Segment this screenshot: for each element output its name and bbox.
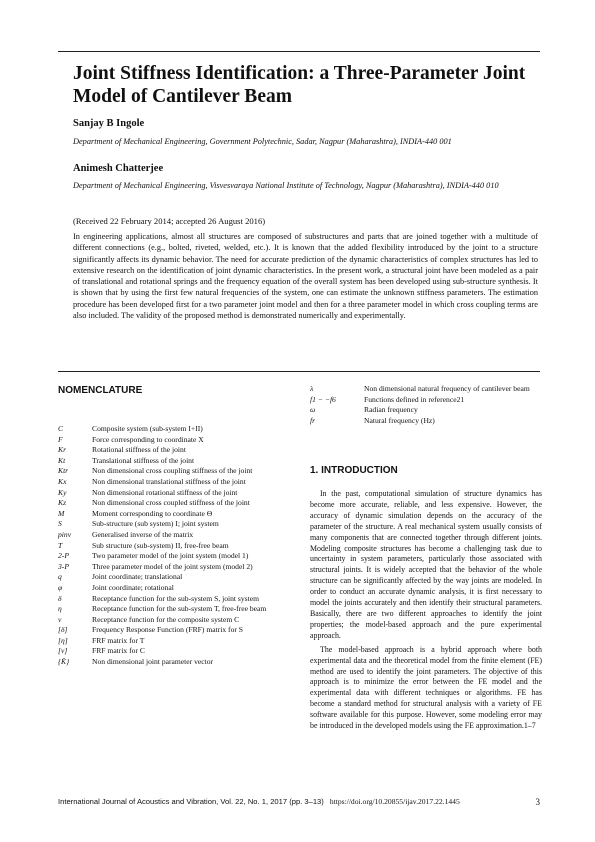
nomenclature-row [58, 583, 303, 594]
nomenclature-row [310, 405, 542, 416]
author-affiliation-2: Department of Mechanical Engineering, Visvesvaraya National Institute of Technology, Nagpur (Maharashtra), INDIA-440 010 [73, 181, 499, 190]
nomenclature-definition: Non dimensional rotational stiffness of the joint [92, 487, 238, 497]
introduction-paragraph: In the past, computational simulation of structure dynamics has become more accurate, reliable, and less expensive. However, the accuracy of dynamic simulation depends on the accuracy of the parameter of the structure. A real mechanical system usually consists of many components that are connected together through different joints. Modeling composite structures has become a challenging task due to uncertainty in system parameters, particularly those associated with structural joints. It is widely accepted that the behavior of the whole structure can be significantly affected by the way joints are modeled. In order to conduct an accurate dynamic analysis, it is first necessary to model the joints accurately and then identify their structural parameters. Basically, there are two different approaches to identify the joint properties; the model-based approach and the pure experimental approach. [310, 489, 542, 640]
nomenclature-definition: FRF matrix for T [92, 635, 145, 645]
nomenclature-symbol: fr [310, 415, 316, 425]
page-footer [58, 797, 540, 807]
nomenclature-symbol: Kx [58, 476, 67, 486]
nomenclature-definition: Translational stiffness of the joint [92, 455, 195, 465]
nomenclature-row [310, 416, 542, 427]
abstract: In engineering applications, almost all structures are composed of substructures and parts that are joined together with a multitude of different connections (e.g., bolted, riveted, welded, etc.). It is known that the added flexibility introduced by the joint to a structure significantly affects its dynamic behavior. The need for accurate prediction of the dynamic characteristics of complex structures has led to extensive research on the identification of joint dynamic characteristics. In the present work, a structural joint have been modeled as a pair of translational and rotational springs and the frequency equation of the overall system has been developed using sub-structure synthesis. It is shown that by using the first few natural frequencies of the system, one can estimate the unknown stiffness parameters. The estimation procedure has been developed first for a two parameter joint model and then for a three parameter model in which cross coupling terms are also included. The validity of the proposed method is demonstrated numerically and experimentally. [73, 232, 538, 321]
nomenclature-row [58, 646, 303, 657]
nomenclature-symbol: ω [310, 405, 316, 415]
nomenclature-heading: NOMENCLATURE [58, 385, 143, 396]
page-number: 3 [535, 797, 540, 807]
paper-title: Joint Stiffness Identification: a Three-Parameter Joint Model of Cantilever Beam [73, 63, 526, 107]
nomenclature-symbol: 3-P [58, 561, 69, 571]
nomenclature-definition: Frequency Response Function (FRF) matrix for S [92, 625, 244, 635]
nomenclature-symbol: {K̂} [58, 657, 70, 667]
nomenclature-definition: Functions defined in reference21 [364, 394, 465, 404]
nomenclature-row [58, 541, 303, 552]
nomenclature-symbol: 2-P [58, 551, 69, 561]
nomenclature-row [58, 456, 303, 467]
nomenclature-row [58, 435, 303, 446]
nomenclature-definition: Moment corresponding to coordinate Θ [92, 508, 213, 518]
nomenclature-symbol: Kt [58, 455, 66, 465]
nomenclature-row [58, 636, 303, 647]
nomenclature-row [58, 509, 303, 520]
nomenclature-symbol: S [58, 519, 62, 529]
nomenclature-definition: Non dimensional cross coupled stiffness of the joint [92, 498, 250, 508]
nomenclature-definition: Radian frequency [364, 405, 418, 415]
nomenclature-definition: Sub structure (sub-system) II, free-free beam [92, 540, 229, 550]
nomenclature-symbol: T [58, 540, 63, 550]
nomenclature-symbol: Ktr [58, 466, 69, 476]
nomenclature-row [58, 551, 303, 562]
nomenclature-symbol: [ν] [58, 646, 68, 656]
nomenclature-symbol: η [58, 604, 62, 614]
nomenclature-row [310, 395, 542, 406]
nomenclature-symbol: Ky [58, 487, 67, 497]
nomenclature-row [58, 424, 303, 435]
nomenclature-definition: Receptance function for the composite system C [92, 614, 240, 624]
nomenclature-symbol: M [58, 508, 65, 518]
nomenclature-definition: Generalised inverse of the matrix [92, 529, 194, 539]
nomenclature-row [58, 488, 303, 499]
nomenclature-definition: Non dimensional natural frequency of cantilever beam [364, 384, 530, 393]
received-date: (Received 22 February 2014; accepted 26 August 2016) [73, 216, 266, 226]
author-name-1: Sanjay B Ingole [73, 118, 145, 129]
nomenclature-row [58, 466, 303, 477]
journal-citation: International Journal of Acoustics and Vibration, Vol. 22, No. 1, 2017 (pp. 3–13) [58, 797, 324, 806]
nomenclature-symbol: F [58, 434, 63, 444]
nomenclature-symbol: q [58, 572, 62, 582]
nomenclature-row [310, 384, 542, 395]
nomenclature-definition: Non dimensional joint parameter vector [92, 657, 214, 667]
nomenclature-symbol: pinv [58, 529, 72, 539]
nomenclature-definition: Force corresponding to coordinate X [92, 434, 204, 444]
nomenclature-row [58, 477, 303, 488]
author-affiliation-1: Department of Mechanical Engineering, Government Polytechnic, Sadar, Nagpur (Maharashtra), INDIA-440 001 [73, 137, 452, 146]
section-heading-introduction: 1. INTRODUCTION [310, 465, 398, 476]
nomenclature-list [58, 424, 303, 668]
nomenclature-row [58, 445, 303, 456]
nomenclature-symbol: δ [58, 593, 62, 603]
nomenclature-definition: Composite system (sub-system I+II) [92, 424, 203, 433]
nomenclature-symbol: C [58, 424, 64, 433]
nomenclature-definition: Non dimensional translational stiffness of the joint [92, 476, 246, 486]
nomenclature-row [58, 562, 303, 573]
nomenclature-definition: Rotational stiffness of the joint [92, 445, 186, 455]
nomenclature-row [58, 572, 303, 583]
nomenclature-definition: Three parameter model of the joint system (model 2) [92, 561, 253, 571]
nomenclature-definition: Joint coordinate; translational [92, 572, 183, 582]
nomenclature-definition: Receptance function for the sub-system T, free-free beam [92, 604, 267, 614]
doi-link[interactable]: https://doi.org/10.20855/ijav.2017.22.1445 [329, 797, 460, 806]
nomenclature-symbol: f1 − −f6 [310, 394, 336, 404]
nomenclature-definition: Non dimensional cross coupling stiffness of the joint [92, 466, 253, 476]
nomenclature-row [58, 594, 303, 605]
nomenclature-definition: Receptance function for the sub-system S, joint system [92, 593, 260, 603]
nomenclature-row [58, 604, 303, 615]
nomenclature-symbol: ν [58, 614, 62, 624]
nomenclature-row [58, 625, 303, 636]
nomenclature-row [58, 519, 303, 530]
introduction-body [310, 489, 542, 732]
nomenclature-symbol: [δ] [58, 625, 68, 635]
nomenclature-symbol: Kz [58, 498, 67, 508]
nomenclature-definition: Joint coordinate; rotational [92, 582, 174, 592]
nomenclature-symbol: λ [310, 384, 314, 393]
abstract-rule [58, 371, 540, 372]
nomenclature-row [58, 498, 303, 509]
nomenclature-symbol: φ [58, 582, 63, 592]
introduction-paragraph: The model-based approach is a hybrid approach where both experimental data and the theoretical model from the finite element (FE) method are used to identify the joint parameters. The objective of this approach is to minimize the error between the FE model and the experimental data with different techniques or algorithms. FE has become a standard method for structural analysis with a variety of FE software available for this purpose. However, some modeling error may be introduced in the developed models using the FE approximation.1–7 [310, 644, 542, 731]
nomenclature-row [58, 615, 303, 626]
nomenclature-definition: Sub-structure (sub system) I; joint system [92, 519, 219, 529]
nomenclature-continued [310, 384, 542, 426]
nomenclature-definition: FRF matrix for C [92, 646, 145, 656]
nomenclature-row [58, 657, 303, 668]
nomenclature-symbol: Kr [58, 445, 67, 455]
nomenclature-definition: Natural frequency (Hz) [364, 415, 435, 425]
nomenclature-definition: Two parameter model of the joint system (model 1) [92, 551, 249, 561]
top-rule [58, 51, 540, 52]
nomenclature-row [58, 530, 303, 541]
nomenclature-symbol: [η] [58, 635, 68, 645]
author-name-2: Animesh Chatterjee [73, 163, 164, 174]
